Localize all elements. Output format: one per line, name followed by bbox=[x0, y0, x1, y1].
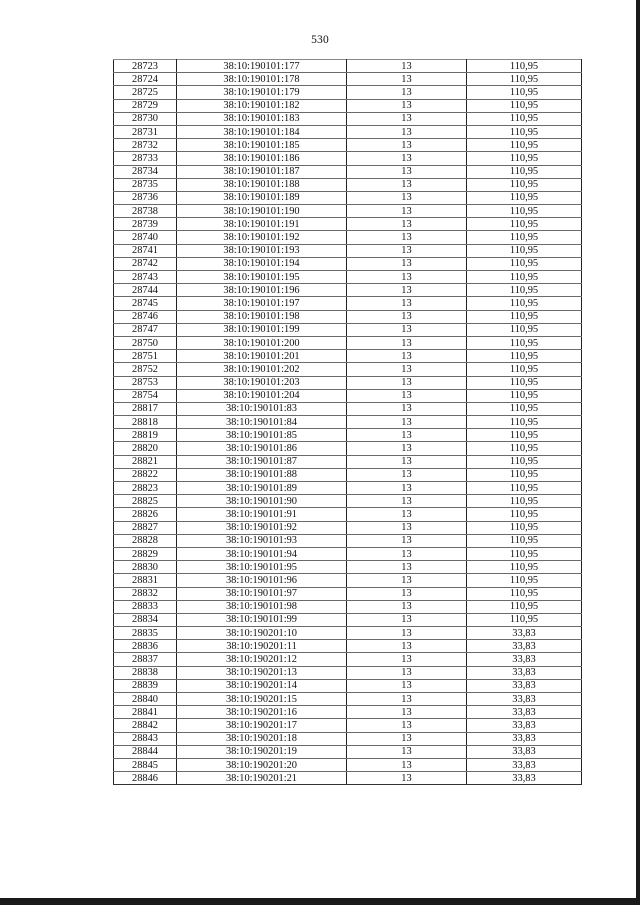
cadastral-number-cell: 38:10:190101:177 bbox=[177, 60, 347, 73]
quantity-cell: 13 bbox=[347, 376, 467, 389]
value-cell: 33,83 bbox=[467, 679, 582, 692]
parcel-table bbox=[113, 59, 582, 785]
record-number-cell: 28843 bbox=[114, 732, 177, 745]
table-row bbox=[114, 653, 582, 666]
cadastral-number-cell: 38:10:190101:188 bbox=[177, 178, 347, 191]
cadastral-number-cell: 38:10:190101:203 bbox=[177, 376, 347, 389]
quantity-cell: 13 bbox=[347, 587, 467, 600]
value-cell: 110,95 bbox=[467, 205, 582, 218]
value-cell: 33,83 bbox=[467, 706, 582, 719]
cadastral-number-cell: 38:10:190101:96 bbox=[177, 574, 347, 587]
table-row bbox=[114, 613, 582, 626]
value-cell: 110,95 bbox=[467, 429, 582, 442]
value-cell: 110,95 bbox=[467, 73, 582, 86]
cadastral-number-cell: 38:10:190101:91 bbox=[177, 508, 347, 521]
value-cell: 110,95 bbox=[467, 60, 582, 73]
record-number-cell: 28743 bbox=[114, 271, 177, 284]
cadastral-number-cell: 38:10:190201:12 bbox=[177, 653, 347, 666]
value-cell: 110,95 bbox=[467, 178, 582, 191]
table-row bbox=[114, 336, 582, 349]
cadastral-number-cell: 38:10:190201:10 bbox=[177, 627, 347, 640]
quantity-cell: 13 bbox=[347, 86, 467, 99]
record-number-cell: 28821 bbox=[114, 455, 177, 468]
quantity-cell: 13 bbox=[347, 679, 467, 692]
table-row bbox=[114, 191, 582, 204]
value-cell: 110,95 bbox=[467, 218, 582, 231]
quantity-cell: 13 bbox=[347, 191, 467, 204]
quantity-cell: 13 bbox=[347, 257, 467, 270]
table-row bbox=[114, 416, 582, 429]
table-row bbox=[114, 719, 582, 732]
table-row bbox=[114, 772, 582, 785]
quantity-cell: 13 bbox=[347, 205, 467, 218]
quantity-cell: 13 bbox=[347, 139, 467, 152]
table-row bbox=[114, 732, 582, 745]
value-cell: 110,95 bbox=[467, 152, 582, 165]
table-row bbox=[114, 534, 582, 547]
table-row bbox=[114, 323, 582, 336]
value-cell: 110,95 bbox=[467, 165, 582, 178]
quantity-cell: 13 bbox=[347, 745, 467, 758]
cadastral-number-cell: 38:10:190101:184 bbox=[177, 125, 347, 138]
quantity-cell: 13 bbox=[347, 455, 467, 468]
quantity-cell: 13 bbox=[347, 732, 467, 745]
table-row bbox=[114, 468, 582, 481]
cadastral-number-cell: 38:10:190101:99 bbox=[177, 613, 347, 626]
value-cell: 110,95 bbox=[467, 363, 582, 376]
value-cell: 110,95 bbox=[467, 350, 582, 363]
record-number-cell: 28836 bbox=[114, 640, 177, 653]
quantity-cell: 13 bbox=[347, 152, 467, 165]
table-row bbox=[114, 86, 582, 99]
cadastral-number-cell: 38:10:190101:190 bbox=[177, 205, 347, 218]
value-cell: 33,83 bbox=[467, 666, 582, 679]
quantity-cell: 13 bbox=[347, 772, 467, 785]
cadastral-number-cell: 38:10:190101:183 bbox=[177, 112, 347, 125]
record-number-cell: 28741 bbox=[114, 244, 177, 257]
record-number-cell: 28825 bbox=[114, 495, 177, 508]
record-number-cell: 28735 bbox=[114, 178, 177, 191]
record-number-cell: 28729 bbox=[114, 99, 177, 112]
quantity-cell: 13 bbox=[347, 297, 467, 310]
quantity-cell: 13 bbox=[347, 534, 467, 547]
table-row bbox=[114, 758, 582, 771]
record-number-cell: 28832 bbox=[114, 587, 177, 600]
record-number-cell: 28751 bbox=[114, 350, 177, 363]
quantity-cell: 13 bbox=[347, 231, 467, 244]
quantity-cell: 13 bbox=[347, 284, 467, 297]
record-number-cell: 28742 bbox=[114, 257, 177, 270]
quantity-cell: 13 bbox=[347, 165, 467, 178]
cadastral-number-cell: 38:10:190101:94 bbox=[177, 547, 347, 560]
value-cell: 33,83 bbox=[467, 653, 582, 666]
quantity-cell: 13 bbox=[347, 640, 467, 653]
value-cell: 110,95 bbox=[467, 139, 582, 152]
cadastral-number-cell: 38:10:190101:187 bbox=[177, 165, 347, 178]
table-row bbox=[114, 666, 582, 679]
table-row bbox=[114, 455, 582, 468]
cadastral-number-cell: 38:10:190101:97 bbox=[177, 587, 347, 600]
value-cell: 110,95 bbox=[467, 297, 582, 310]
value-cell: 33,83 bbox=[467, 758, 582, 771]
quantity-cell: 13 bbox=[347, 73, 467, 86]
value-cell: 110,95 bbox=[467, 231, 582, 244]
cadastral-number-cell: 38:10:190101:88 bbox=[177, 468, 347, 481]
scan-right-edge bbox=[636, 0, 640, 905]
value-cell: 110,95 bbox=[467, 416, 582, 429]
quantity-cell: 13 bbox=[347, 693, 467, 706]
table-row bbox=[114, 205, 582, 218]
record-number-cell: 28731 bbox=[114, 125, 177, 138]
cadastral-number-cell: 38:10:190101:200 bbox=[177, 336, 347, 349]
record-number-cell: 28745 bbox=[114, 297, 177, 310]
cadastral-number-cell: 38:10:190101:87 bbox=[177, 455, 347, 468]
table-row bbox=[114, 376, 582, 389]
table-row bbox=[114, 218, 582, 231]
cadastral-number-cell: 38:10:190101:89 bbox=[177, 482, 347, 495]
value-cell: 110,95 bbox=[467, 402, 582, 415]
value-cell: 110,95 bbox=[467, 271, 582, 284]
record-number-cell: 28829 bbox=[114, 547, 177, 560]
table-row bbox=[114, 482, 582, 495]
value-cell: 110,95 bbox=[467, 600, 582, 613]
table-row bbox=[114, 231, 582, 244]
quantity-cell: 13 bbox=[347, 271, 467, 284]
quantity-cell: 13 bbox=[347, 666, 467, 679]
record-number-cell: 28738 bbox=[114, 205, 177, 218]
table-row bbox=[114, 257, 582, 270]
record-number-cell: 28744 bbox=[114, 284, 177, 297]
cadastral-number-cell: 38:10:190101:197 bbox=[177, 297, 347, 310]
value-cell: 110,95 bbox=[467, 244, 582, 257]
table-row bbox=[114, 600, 582, 613]
table-row bbox=[114, 178, 582, 191]
table-row bbox=[114, 521, 582, 534]
table-row bbox=[114, 640, 582, 653]
quantity-cell: 13 bbox=[347, 389, 467, 402]
parcel-table-body bbox=[114, 60, 582, 785]
cadastral-number-cell: 38:10:190101:179 bbox=[177, 86, 347, 99]
record-number-cell: 28819 bbox=[114, 429, 177, 442]
table-row bbox=[114, 73, 582, 86]
table-row bbox=[114, 125, 582, 138]
cadastral-number-cell: 38:10:190101:198 bbox=[177, 310, 347, 323]
quantity-cell: 13 bbox=[347, 402, 467, 415]
record-number-cell: 28817 bbox=[114, 402, 177, 415]
value-cell: 110,95 bbox=[467, 613, 582, 626]
cadastral-number-cell: 38:10:190101:186 bbox=[177, 152, 347, 165]
table-row bbox=[114, 587, 582, 600]
cadastral-number-cell: 38:10:190201:16 bbox=[177, 706, 347, 719]
record-number-cell: 28723 bbox=[114, 60, 177, 73]
cadastral-number-cell: 38:10:190101:204 bbox=[177, 389, 347, 402]
value-cell: 110,95 bbox=[467, 191, 582, 204]
value-cell: 110,95 bbox=[467, 455, 582, 468]
quantity-cell: 13 bbox=[347, 521, 467, 534]
cadastral-number-cell: 38:10:190101:185 bbox=[177, 139, 347, 152]
table-row bbox=[114, 706, 582, 719]
value-cell: 110,95 bbox=[467, 521, 582, 534]
quantity-cell: 13 bbox=[347, 627, 467, 640]
quantity-cell: 13 bbox=[347, 547, 467, 560]
table-row bbox=[114, 429, 582, 442]
table-row bbox=[114, 389, 582, 402]
record-number-cell: 28752 bbox=[114, 363, 177, 376]
table-row bbox=[114, 112, 582, 125]
cadastral-number-cell: 38:10:190101:83 bbox=[177, 402, 347, 415]
record-number-cell: 28842 bbox=[114, 719, 177, 732]
record-number-cell: 28736 bbox=[114, 191, 177, 204]
table-row bbox=[114, 152, 582, 165]
record-number-cell: 28841 bbox=[114, 706, 177, 719]
cadastral-number-cell: 38:10:190101:178 bbox=[177, 73, 347, 86]
record-number-cell: 28740 bbox=[114, 231, 177, 244]
record-number-cell: 28831 bbox=[114, 574, 177, 587]
table-row bbox=[114, 442, 582, 455]
value-cell: 110,95 bbox=[467, 86, 582, 99]
table-row bbox=[114, 561, 582, 574]
cadastral-number-cell: 38:10:190201:20 bbox=[177, 758, 347, 771]
value-cell: 33,83 bbox=[467, 640, 582, 653]
cadastral-number-cell: 38:10:190201:19 bbox=[177, 745, 347, 758]
value-cell: 33,83 bbox=[467, 627, 582, 640]
cadastral-number-cell: 38:10:190101:85 bbox=[177, 429, 347, 442]
quantity-cell: 13 bbox=[347, 653, 467, 666]
value-cell: 33,83 bbox=[467, 693, 582, 706]
record-number-cell: 28739 bbox=[114, 218, 177, 231]
record-number-cell: 28724 bbox=[114, 73, 177, 86]
value-cell: 110,95 bbox=[467, 323, 582, 336]
table-row bbox=[114, 99, 582, 112]
quantity-cell: 13 bbox=[347, 574, 467, 587]
table-row bbox=[114, 495, 582, 508]
cadastral-number-cell: 38:10:190101:202 bbox=[177, 363, 347, 376]
table-row bbox=[114, 60, 582, 73]
value-cell: 33,83 bbox=[467, 745, 582, 758]
quantity-cell: 13 bbox=[347, 561, 467, 574]
value-cell: 110,95 bbox=[467, 310, 582, 323]
cadastral-number-cell: 38:10:190101:194 bbox=[177, 257, 347, 270]
record-number-cell: 28747 bbox=[114, 323, 177, 336]
record-number-cell: 28818 bbox=[114, 416, 177, 429]
cadastral-number-cell: 38:10:190201:18 bbox=[177, 732, 347, 745]
record-number-cell: 28734 bbox=[114, 165, 177, 178]
cadastral-number-cell: 38:10:190201:15 bbox=[177, 693, 347, 706]
cadastral-number-cell: 38:10:190101:189 bbox=[177, 191, 347, 204]
value-cell: 110,95 bbox=[467, 468, 582, 481]
quantity-cell: 13 bbox=[347, 468, 467, 481]
quantity-cell: 13 bbox=[347, 112, 467, 125]
value-cell: 110,95 bbox=[467, 376, 582, 389]
record-number-cell: 28833 bbox=[114, 600, 177, 613]
cadastral-number-cell: 38:10:190101:93 bbox=[177, 534, 347, 547]
quantity-cell: 13 bbox=[347, 495, 467, 508]
quantity-cell: 13 bbox=[347, 60, 467, 73]
value-cell: 110,95 bbox=[467, 112, 582, 125]
value-cell: 33,83 bbox=[467, 719, 582, 732]
cadastral-number-cell: 38:10:190101:191 bbox=[177, 218, 347, 231]
record-number-cell: 28750 bbox=[114, 336, 177, 349]
quantity-cell: 13 bbox=[347, 600, 467, 613]
record-number-cell: 28754 bbox=[114, 389, 177, 402]
cadastral-number-cell: 38:10:190101:98 bbox=[177, 600, 347, 613]
table-row bbox=[114, 627, 582, 640]
cadastral-number-cell: 38:10:190201:21 bbox=[177, 772, 347, 785]
quantity-cell: 13 bbox=[347, 310, 467, 323]
value-cell: 110,95 bbox=[467, 561, 582, 574]
record-number-cell: 28828 bbox=[114, 534, 177, 547]
record-number-cell: 28839 bbox=[114, 679, 177, 692]
quantity-cell: 13 bbox=[347, 125, 467, 138]
value-cell: 110,95 bbox=[467, 389, 582, 402]
table-row bbox=[114, 310, 582, 323]
table-row bbox=[114, 574, 582, 587]
table-row bbox=[114, 547, 582, 560]
record-number-cell: 28746 bbox=[114, 310, 177, 323]
value-cell: 110,95 bbox=[467, 534, 582, 547]
page-number: 530 bbox=[311, 34, 329, 46]
cadastral-number-cell: 38:10:190101:199 bbox=[177, 323, 347, 336]
value-cell: 110,95 bbox=[467, 482, 582, 495]
cadastral-number-cell: 38:10:190101:201 bbox=[177, 350, 347, 363]
table-row bbox=[114, 139, 582, 152]
value-cell: 110,95 bbox=[467, 574, 582, 587]
value-cell: 110,95 bbox=[467, 336, 582, 349]
quantity-cell: 13 bbox=[347, 706, 467, 719]
value-cell: 110,95 bbox=[467, 257, 582, 270]
cadastral-number-cell: 38:10:190101:84 bbox=[177, 416, 347, 429]
record-number-cell: 28826 bbox=[114, 508, 177, 521]
quantity-cell: 13 bbox=[347, 719, 467, 732]
quantity-cell: 13 bbox=[347, 429, 467, 442]
table-row bbox=[114, 244, 582, 257]
value-cell: 33,83 bbox=[467, 732, 582, 745]
record-number-cell: 28827 bbox=[114, 521, 177, 534]
cadastral-number-cell: 38:10:190101:95 bbox=[177, 561, 347, 574]
record-number-cell: 28753 bbox=[114, 376, 177, 389]
cadastral-number-cell: 38:10:190201:17 bbox=[177, 719, 347, 732]
record-number-cell: 28733 bbox=[114, 152, 177, 165]
scan-bottom-edge bbox=[0, 898, 640, 905]
cadastral-number-cell: 38:10:190201:14 bbox=[177, 679, 347, 692]
record-number-cell: 28732 bbox=[114, 139, 177, 152]
value-cell: 110,95 bbox=[467, 284, 582, 297]
table-row bbox=[114, 284, 582, 297]
table-row bbox=[114, 271, 582, 284]
value-cell: 110,95 bbox=[467, 99, 582, 112]
record-number-cell: 28835 bbox=[114, 627, 177, 640]
quantity-cell: 13 bbox=[347, 244, 467, 257]
value-cell: 110,95 bbox=[467, 495, 582, 508]
quantity-cell: 13 bbox=[347, 218, 467, 231]
value-cell: 110,95 bbox=[467, 125, 582, 138]
record-number-cell: 28837 bbox=[114, 653, 177, 666]
cadastral-number-cell: 38:10:190101:92 bbox=[177, 521, 347, 534]
cadastral-number-cell: 38:10:190101:90 bbox=[177, 495, 347, 508]
table-row bbox=[114, 402, 582, 415]
record-number-cell: 28822 bbox=[114, 468, 177, 481]
record-number-cell: 28820 bbox=[114, 442, 177, 455]
table-row bbox=[114, 363, 582, 376]
quantity-cell: 13 bbox=[347, 99, 467, 112]
record-number-cell: 28830 bbox=[114, 561, 177, 574]
record-number-cell: 28823 bbox=[114, 482, 177, 495]
quantity-cell: 13 bbox=[347, 758, 467, 771]
cadastral-number-cell: 38:10:190101:192 bbox=[177, 231, 347, 244]
quantity-cell: 13 bbox=[347, 508, 467, 521]
record-number-cell: 28840 bbox=[114, 693, 177, 706]
record-number-cell: 28846 bbox=[114, 772, 177, 785]
cadastral-number-cell: 38:10:190201:11 bbox=[177, 640, 347, 653]
table-row bbox=[114, 745, 582, 758]
cadastral-number-cell: 38:10:190101:86 bbox=[177, 442, 347, 455]
table-row bbox=[114, 297, 582, 310]
cadastral-number-cell: 38:10:190201:13 bbox=[177, 666, 347, 679]
table-row bbox=[114, 679, 582, 692]
record-number-cell: 28834 bbox=[114, 613, 177, 626]
value-cell: 110,95 bbox=[467, 587, 582, 600]
cadastral-number-cell: 38:10:190101:182 bbox=[177, 99, 347, 112]
quantity-cell: 13 bbox=[347, 336, 467, 349]
quantity-cell: 13 bbox=[347, 442, 467, 455]
table-row bbox=[114, 165, 582, 178]
value-cell: 110,95 bbox=[467, 508, 582, 521]
table-row bbox=[114, 350, 582, 363]
quantity-cell: 13 bbox=[347, 323, 467, 336]
table-row bbox=[114, 693, 582, 706]
cadastral-number-cell: 38:10:190101:196 bbox=[177, 284, 347, 297]
record-number-cell: 28845 bbox=[114, 758, 177, 771]
cadastral-number-cell: 38:10:190101:193 bbox=[177, 244, 347, 257]
record-number-cell: 28725 bbox=[114, 86, 177, 99]
quantity-cell: 13 bbox=[347, 613, 467, 626]
quantity-cell: 13 bbox=[347, 178, 467, 191]
value-cell: 33,83 bbox=[467, 772, 582, 785]
value-cell: 110,95 bbox=[467, 442, 582, 455]
cadastral-number-cell: 38:10:190101:195 bbox=[177, 271, 347, 284]
quantity-cell: 13 bbox=[347, 363, 467, 376]
value-cell: 110,95 bbox=[467, 547, 582, 560]
record-number-cell: 28844 bbox=[114, 745, 177, 758]
quantity-cell: 13 bbox=[347, 416, 467, 429]
quantity-cell: 13 bbox=[347, 482, 467, 495]
table-row bbox=[114, 508, 582, 521]
quantity-cell: 13 bbox=[347, 350, 467, 363]
record-number-cell: 28730 bbox=[114, 112, 177, 125]
record-number-cell: 28838 bbox=[114, 666, 177, 679]
